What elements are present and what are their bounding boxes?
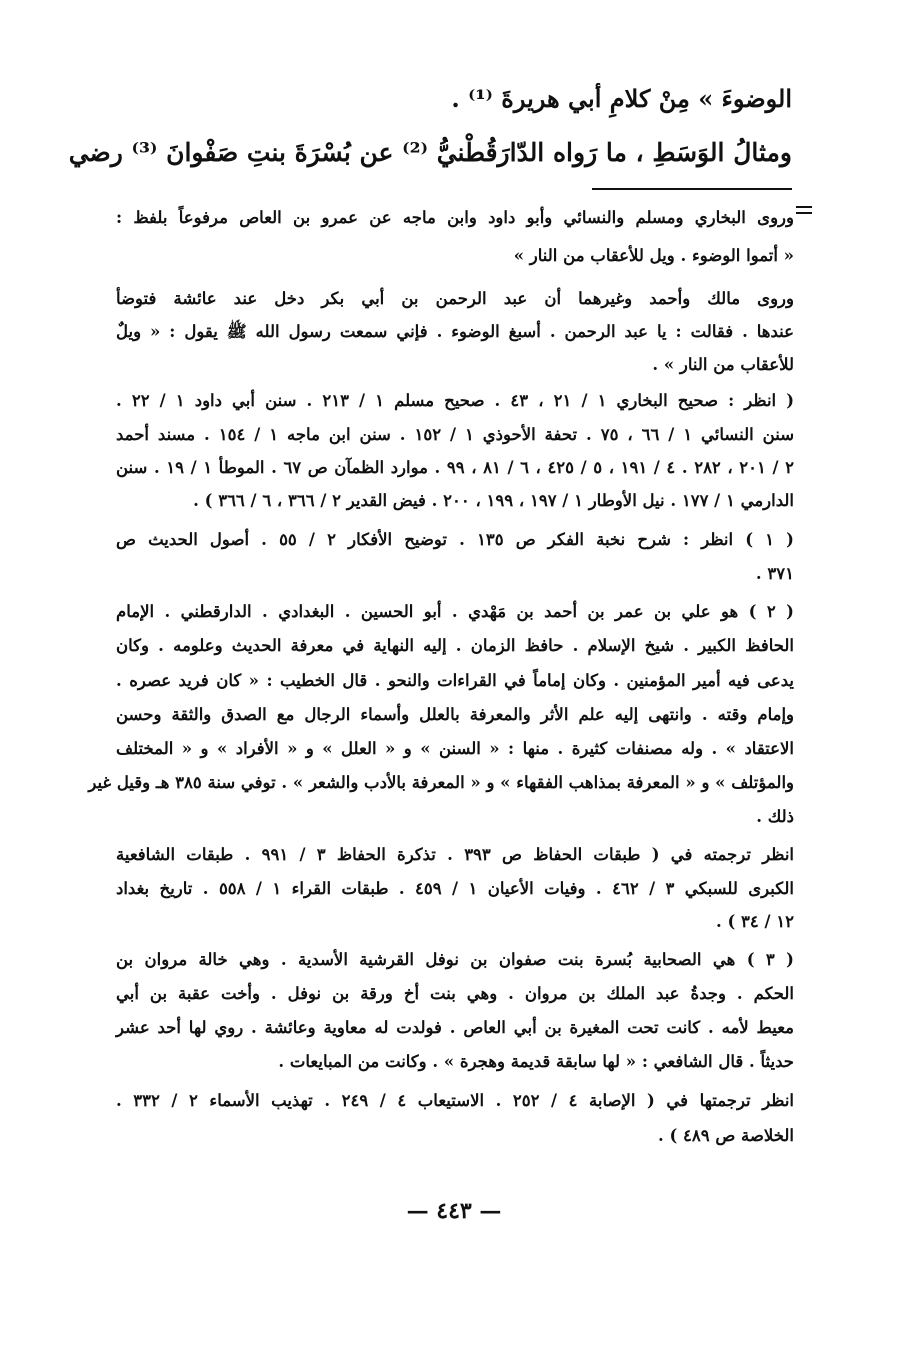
footnote-1-line: ٣٧١ . [755,564,794,583]
footnote-3-line: ( ٣ ) هي الصحابية بُسرة بنت صفوان بن نوفل القرشية الأسدية . وهي خالة مروان بن [116,950,794,969]
footnote-2-line: انظر ترجمته في ( طبقات الحفاظ ص ٣٩٣ . تذكرة الحفاظ ٣ / ٩٩١ . طبقات الشافعية [116,845,795,864]
main-text-line-2: ومثالُ الوَسَطِ ، ما رَواه الدّارَقُطْنيُّ ⁽²⁾ عن بُسْرَةَ بنتِ صَفْوانَ ⁽³⁾ رضي [68,138,792,167]
footnote-line: وروى مالك وأحمد وغيرهما أن عبد الرحمن بن أبي بكر دخل عند عائشة فتوضأ [116,289,794,308]
footnote-line: عندها . فقالت : يا عبد الرحمن . أسبغ الوضوء . فإني سمعت رسول الله ﷺ يقول : « ويلٌ [116,322,794,341]
footnote-3-line: معيط لأمه . كانت تحت المغيرة بن أبي العاص . فولدت له معاوية وعائشة . روي لها أحد عشر [116,1018,794,1037]
footnote-2-line: ( ٢ ) هو علي بن عمر بن أحمد بن مَهْدي . أبو الحسين . البغدادي . الدارقطني . الإمام [116,602,794,621]
footnote-2-line: الاعتقاد » . وله مصنفات كثيرة . منها : « السنن » و « العلل » و « الأفراد » و « المختلف [116,739,794,758]
footnote-3-line: الخلاصة ص ٤٨٩ ) . [657,1126,794,1145]
footnote-2-line: والمؤتلف » و « المعرفة بمذاهب الفقهاء » و « المعرفة بالأدب والشعر » . توفي سنة ٣٨٥ هـ وقيل غير [88,773,794,792]
footnote-line: الدارمي ١ / ١٧٧ . نيل الأوطار ١ / ١٩٧ ، ١٩٩ ، ٢٠٠ . فيض القدير ٢ / ٣٦٦ ، ٦ / ٣٦٦ ) . [193,491,794,510]
footnote-2-line: يدعى فيه أمير المؤمنين . وكان إماماً في القراءات والنحو . قال الخطيب : « كان فريد عصره . [116,671,794,690]
footnote-line: وروى البخاري ومسلم والنسائي وأبو داود وابن ماجه عن عمرو بن العاص مرفوعاً بلفظ : [116,208,794,227]
footnote-separator [592,188,792,190]
footnote-3-line: الحكم . وجدةُ عبد الملك بن مروان . وهي بنت أخ ورقة بن نوفل . وأخت عقبة بن أبي [116,984,794,1003]
footnote-2-line: ١٢ / ٣٤ ) . [715,912,794,931]
footnote-line: ( انظر : صحيح البخاري ١ / ٢١ ، ٤٣ . صحيح مسلم ١ / ٢١٣ . سنن أبي داود ١ / ٢٢ . [116,391,795,410]
main-text-line-1: الوضوءَ » مِنْ كلامِ أبي هريرةَ ⁽¹⁾ . [451,84,792,113]
footnote-3-line: حديثاً . قال الشافعي : « لها سابقة قديمة وهجرة » . وكانت من المبايعات . [278,1052,794,1071]
page-number: — ٤٤٣ — [406,1198,502,1224]
footnote-2-line: الحافظ الكبير . شيخ الإسلام . حافظ الزمان . إليه النهاية في معرفة الحديث وعلومه . وكان [116,636,794,655]
continuation-mark-icon [796,206,812,218]
footnote-line: « أتموا الوضوء . ويل للأعقاب من النار » [513,246,794,265]
footnote-2-line: الكبرى للسبكي ٣ / ٤٦٢ . وفيات الأعيان ١ / ٤٥٩ . طبقات القراء ١ / ٥٥٨ . تاريخ بغداد [116,879,794,898]
footnote-2-line: وإمام وقته . وانتهى إليه علم الأثر والمعرفة بالعلل وأسماء الرجال مع الصدق والثقة وحسن [116,705,794,724]
footnote-line: للأعقاب من النار » . [652,355,794,374]
footnote-1-line: ( ١ ) انظر : شرح نخبة الفكر ص ١٣٥ . توضيح الأفكار ٢ / ٥٥ . أصول الحديث ص [116,530,794,549]
footnote-line: سنن النسائي ١ / ٦٦ ، ٧٥ . تحفة الأحوذي ١ / ١٥٢ . سنن ابن ماجه ١ / ١٥٤ . مسند أحمد [116,425,795,444]
footnote-line: ٢ / ٢٠١ ، ٢٨٢ . ٤ / ١٩١ ، ٥ / ٤٢٥ ، ٦ / ٨١ ، ٩٩ . موارد الظمآن ص ٦٧ . الموطأ ١ / ١٩ . سنن [116,458,794,477]
footnote-2-line: ذلك . [756,807,794,826]
footnote-3-line: انظر ترجمتها في ( الإصابة ٤ / ٢٥٢ . الاستيعاب ٤ / ٢٤٩ . تهذيب الأسماء ٢ / ٣٣٢ . [116,1091,795,1110]
